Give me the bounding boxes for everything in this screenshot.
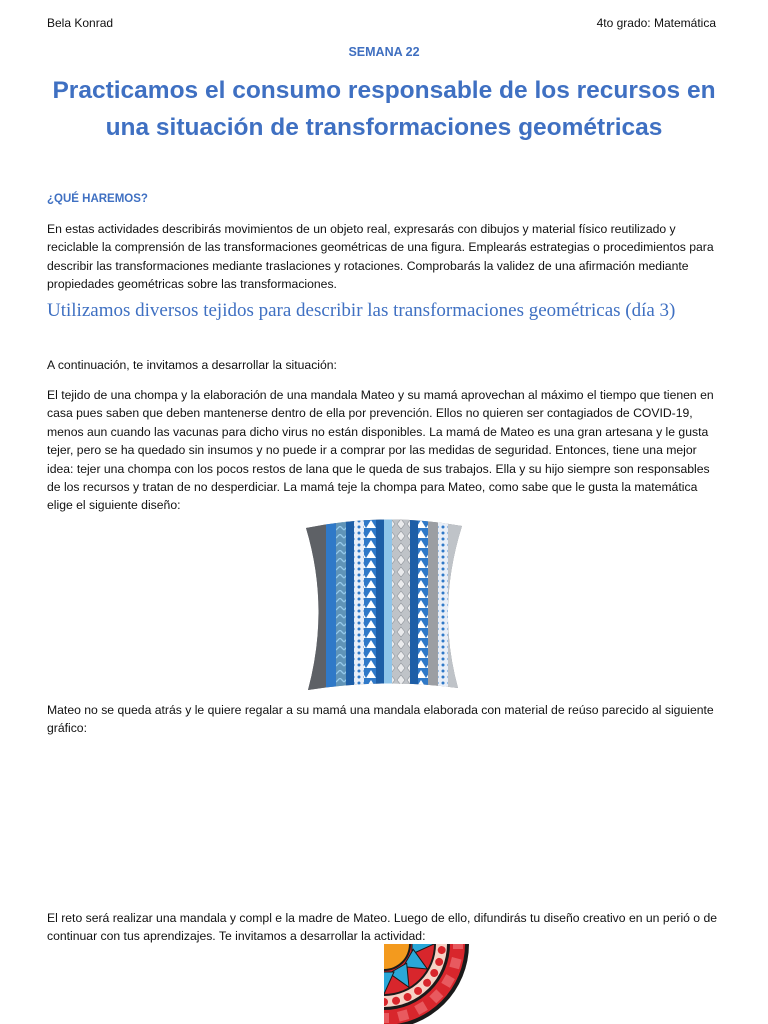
mandala-image	[298, 858, 470, 1024]
header-course: 4to grado: Matemática	[596, 16, 716, 30]
invite-text: A continuación, te invitamos a desarrollar la situación:	[47, 358, 337, 372]
header-author: Bela Konrad	[47, 16, 114, 30]
mandala-paragraph: Mateo no se queda atrás y le quiere regalar a su mamá una mandala elaborada con material de reúso parecido al siguiente gráfico:	[47, 703, 714, 736]
challenge-paragraph: El reto será realizar una mandala y compl e la madre de Mateo. Luego de ello, difundirás tu diseño creativo en un perió o de continuar con tus aprendizajes. Te invitamos a desarrollar la actividad:	[47, 911, 718, 944]
page-title: Practicamos el consumo responsable de los recursos en una situación de transformaciones geométricas	[52, 77, 716, 141]
knitted-fabric-image	[296, 518, 466, 692]
situation-paragraph: El tejido de una chompa y la elaboración de una mandala Mateo y su mamá aprovechan al máximo el tiempo que tienen en casa pues saben que deben mantenerse dentro de ella por prevención. Ellos no quieren ser contagiados de COVID-19, menos aun cuando las vacunas para dicho virus no están disponibles. La mamá de Mateo es una gran artesana y le gusta tejer, pero se ha quedado sin insumos y no puede ir a comprar por las medidas de seguridad. Entonces, tiene una mejor idea: tejer una chompa con los pocos restos de lana que le queda de sus trabajos. Ella y su hijo siempre son responsables de los recursos y tratan de no desperdiciar. La mamá teje la chompa para Mateo, como sabe que le gusta la matemática elige el siguiente diseño:	[47, 388, 714, 513]
week-label: SEMANA 22	[348, 45, 420, 59]
subheading: Utilizamos diversos tejidos para describir las transformaciones geométricas (día 3)	[47, 300, 676, 321]
section-label: ¿QUÉ HAREMOS?	[47, 193, 148, 205]
intro-paragraph: En estas actividades describirás movimientos de un objeto real, expresarás con dibujos y material físico reutilizado y reciclable la comprensión de las transformaciones geométricas de una figura. Emplearás estrategias o procedimientos para describir las transformaciones mediante traslaciones y rotaciones. Comprobarás la validez de una afirmación mediante propiedades geométricas sobre las transformaciones.	[47, 222, 714, 292]
